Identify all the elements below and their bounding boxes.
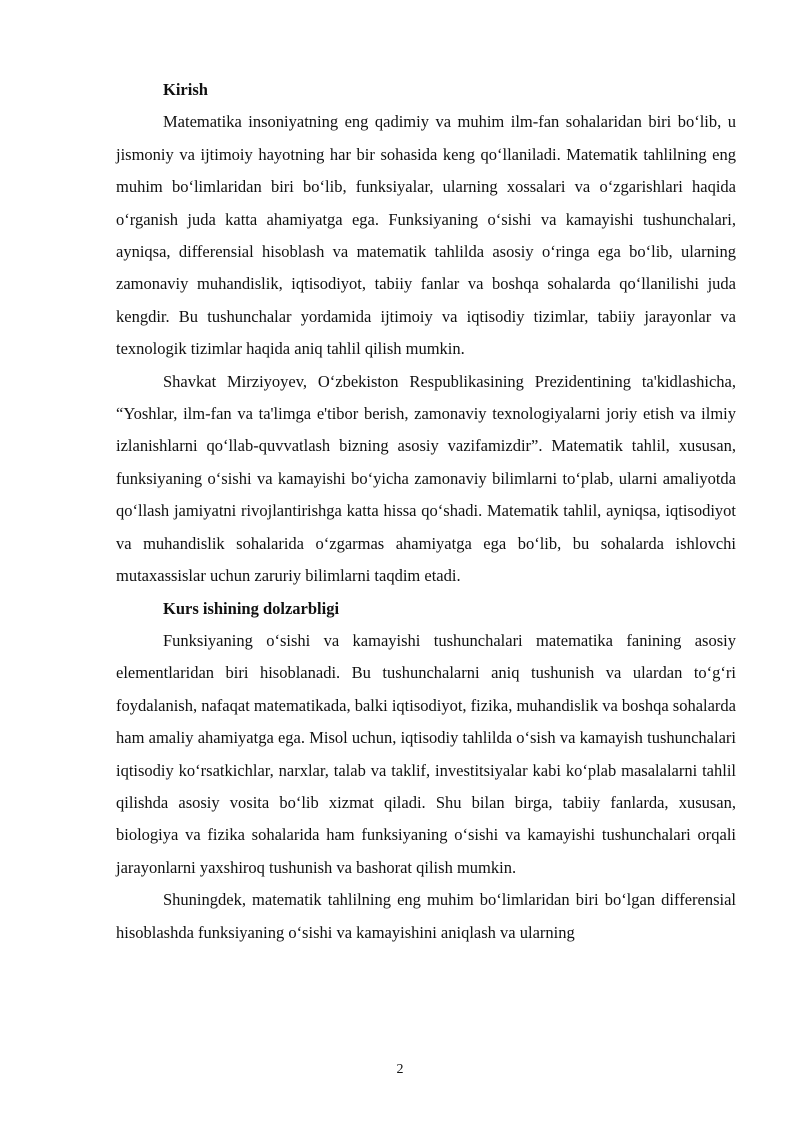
section-heading-relevance: Kurs ishining dolzarbligi (163, 598, 340, 618)
page-content (116, 74, 736, 949)
paragraph-relevance-2: Shuningdek, matematik tahlilning eng muhim bo‘limlaridan biri bo‘lgan differensial hisoblashda funksiyaning o‘sishi va kamayishini aniqlash va ularning (116, 890, 736, 942)
paragraph-relevance-1: Funksiyaning o‘sishi va kamayishi tushunchalari matematika fanining asosiy elementlaridan biri hisoblanadi. Bu tushunchalarni aniq tushunish va ulardan to‘g‘ri foydalanish, nafaqat matematikada, balki iqtisodiyot, fizika, muhandislik va boshqa sohalarda ham amaliy ahamiyatga ega. Misol uchun, iqtisodiy tahlilda o‘sish va kamayish tushunchalari iqtisodiy ko‘rsatkichlar, narxlar, talab va taklif, investitsiyalar kabi ko‘plab masalalarni tahlil qilishda asosiy vosita bo‘lib xizmat qiladi. Shu bilan birga, tabiiy fanlarda, xususan, biologiya va fizika sohalarida ham funksiyaning o‘sishi va kamayishi tushunchalari orqali jarayonlarni yaxshiroq tushunish va bashorat qilish mumkin. (116, 630, 736, 877)
page-number: 2 (396, 1062, 404, 1077)
paragraph-intro-2: Shavkat Mirziyoyev, O‘zbekiston Respublikasining Prezidentining ta'kidlashicha, “Yoshlar, ilm-fan va ta'limga e'tibor berish, zamonaviy texnologiyalarni joriy etish va ilmiy izlanishlarni qo‘llab-quvvatlash bizning asosiy vazifamizdir”. Matematik tahlil, xususan, funksiyaning o‘sishi va kamayishi bo‘yicha zamonaviy bilimlarni to‘plab, ularni amaliyotda qo‘llash jamiyatni rivojlantirishga katta hissa qo‘shadi. Matematik tahlil, ayniqsa, iqtisodiyot va muhandislik sohalarida o‘zgarmas ahamiyatga ega bo‘lib, bu sohalarda ishlovchi mutaxassislar uchun zaruriy bilimlarni taqdim etadi. (116, 371, 736, 586)
paragraph-intro-1: Matematika insoniyatning eng qadimiy va muhim ilm-fan sohalaridan biri bo‘lib, u jismoniy va ijtimoiy hayotning har bir sohasida keng qo‘llaniladi. Matematik tahlilning eng muhim bo‘limlaridan biri bo‘lib, funksiyalar, ularning xossalari va o‘zgarishlari haqida o‘rganish juda katta ahamiyatga ega. Funksiyaning o‘sishi va kamayishi tushunchalari, ayniqsa, differensial hisoblash va matematik tahlilda asosiy o‘ringa ega bo‘lib, ularning zamonaviy muhandislik, iqtisodiyot, tabiiy fanlar va boshqa sohalarda qo‘llanilishi juda kengdir. Bu tushunchalar yordamida ijtimoiy va iqtisodiy tizimlar, tabiiy jarayonlar va texnologik tizimlar haqida aniq tahlil qilish mumkin. (116, 112, 736, 359)
section-heading-introduction: Kirish (163, 80, 208, 99)
